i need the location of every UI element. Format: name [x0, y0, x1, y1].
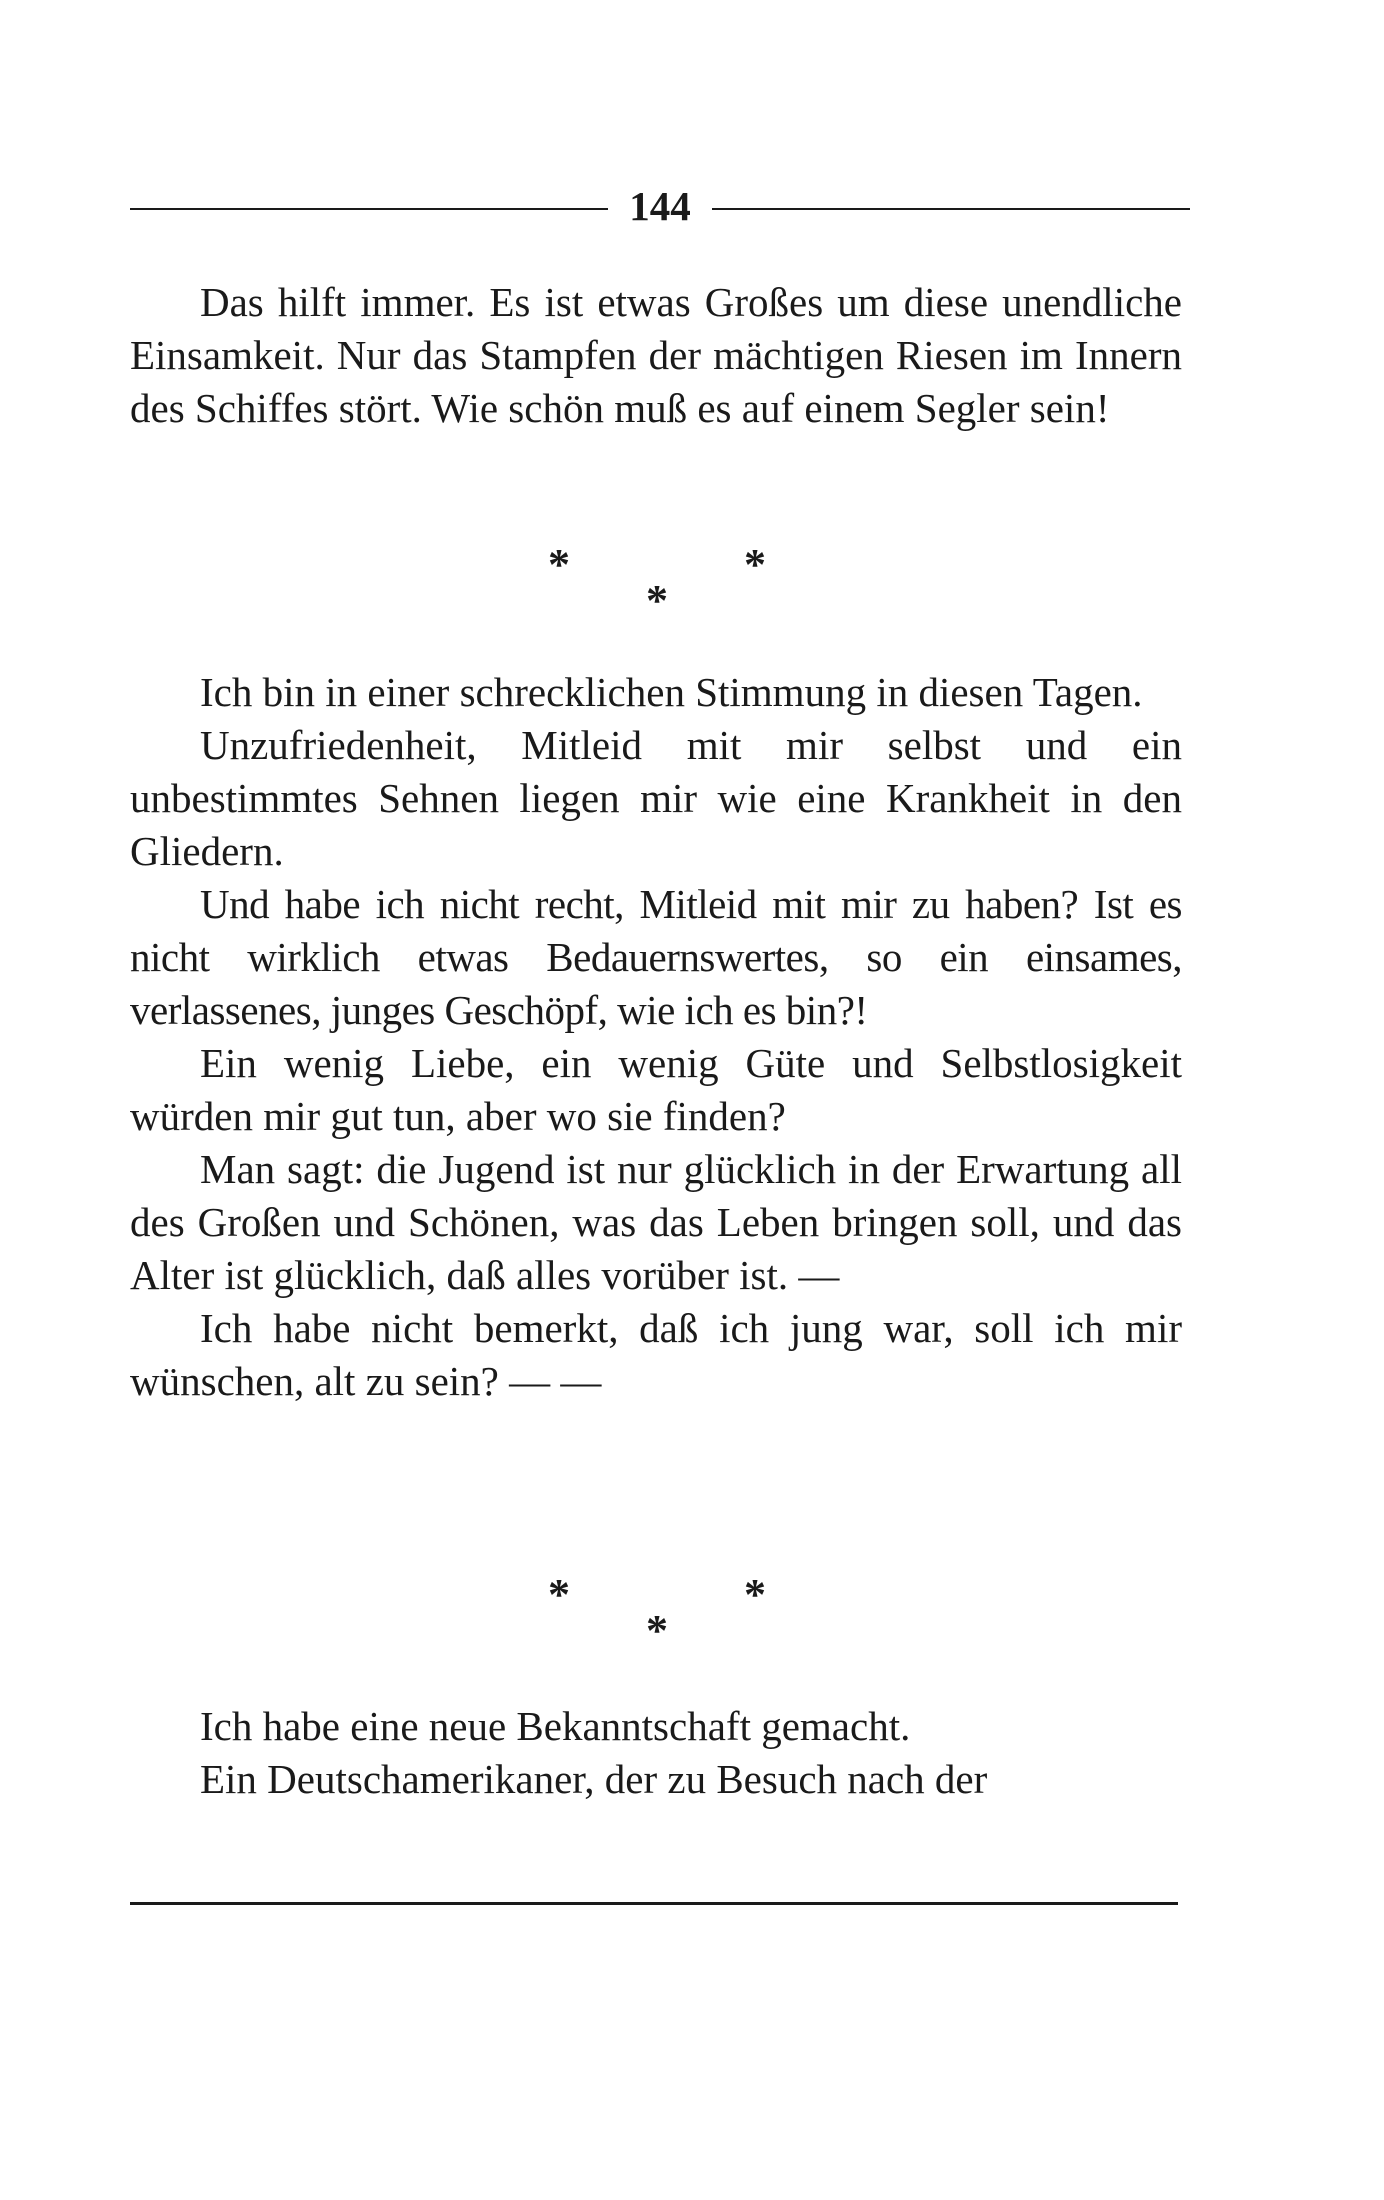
asterisk: * [548, 540, 570, 589]
asterisk: * [646, 576, 668, 625]
paragraph: Man sagt: die Jugend ist nur glücklich in der Erwartung all des Großen und Schönen, was das Leben bringen soll, und das Alter ist glücklich, daß alles vorüber ist. — [130, 1146, 1182, 1298]
page-header [130, 178, 1190, 234]
header-rule-right [712, 208, 1190, 210]
asterisk: * [646, 1606, 668, 1655]
paragraph: Unzufriedenheit, Mitleid mit mir selbst und ein unbestimmtes Sehnen liegen mir wie eine Krankheit in den Gliedern. [130, 722, 1182, 874]
text-block-1 [130, 276, 1182, 435]
paragraph: Ich habe nicht bemerkt, daß ich jung war, soll ich mir wünschen, alt zu sein? — — [130, 1305, 1182, 1404]
section-divider [130, 1570, 1182, 1655]
paragraph: Ich habe eine neue Bekanntschaft gemacht. [200, 1703, 911, 1749]
asterisk: * [744, 1570, 766, 1619]
footer-rule [130, 1902, 1178, 1905]
asterisk: * [744, 540, 766, 589]
paragraph: Ich bin in einer schrecklichen Stimmung in diesen Tagen. [200, 669, 1143, 715]
paragraph: Ein Deutschamerikaner, der zu Besuch nach der [200, 1756, 988, 1802]
text-block-3 [130, 1700, 1182, 1806]
header-rule-left [130, 208, 608, 210]
paragraph: Das hilft immer. Es ist etwas Großes um diese unendliche Einsamkeit. Nur das Stampfen der mächtigen Riesen im Innern des Schiffes stört. Wie schön muß es auf einem Segler sein! [130, 279, 1182, 431]
asterisk: * [548, 1570, 570, 1619]
text-block-2 [130, 666, 1182, 1408]
paragraph: Und habe ich nicht recht, Mitleid mit mir zu haben? Ist es nicht wirklich etwas Bedauernswertes, so ein einsames, verlassenes, junges Geschöpf, wie ich es bin?! [130, 881, 1182, 1033]
page-number: 144 [629, 183, 691, 229]
paragraph: Ein wenig Liebe, ein wenig Güte und Selbstlosigkeit würden mir gut tun, aber wo sie finden? [130, 1040, 1182, 1139]
section-divider [130, 540, 1182, 625]
